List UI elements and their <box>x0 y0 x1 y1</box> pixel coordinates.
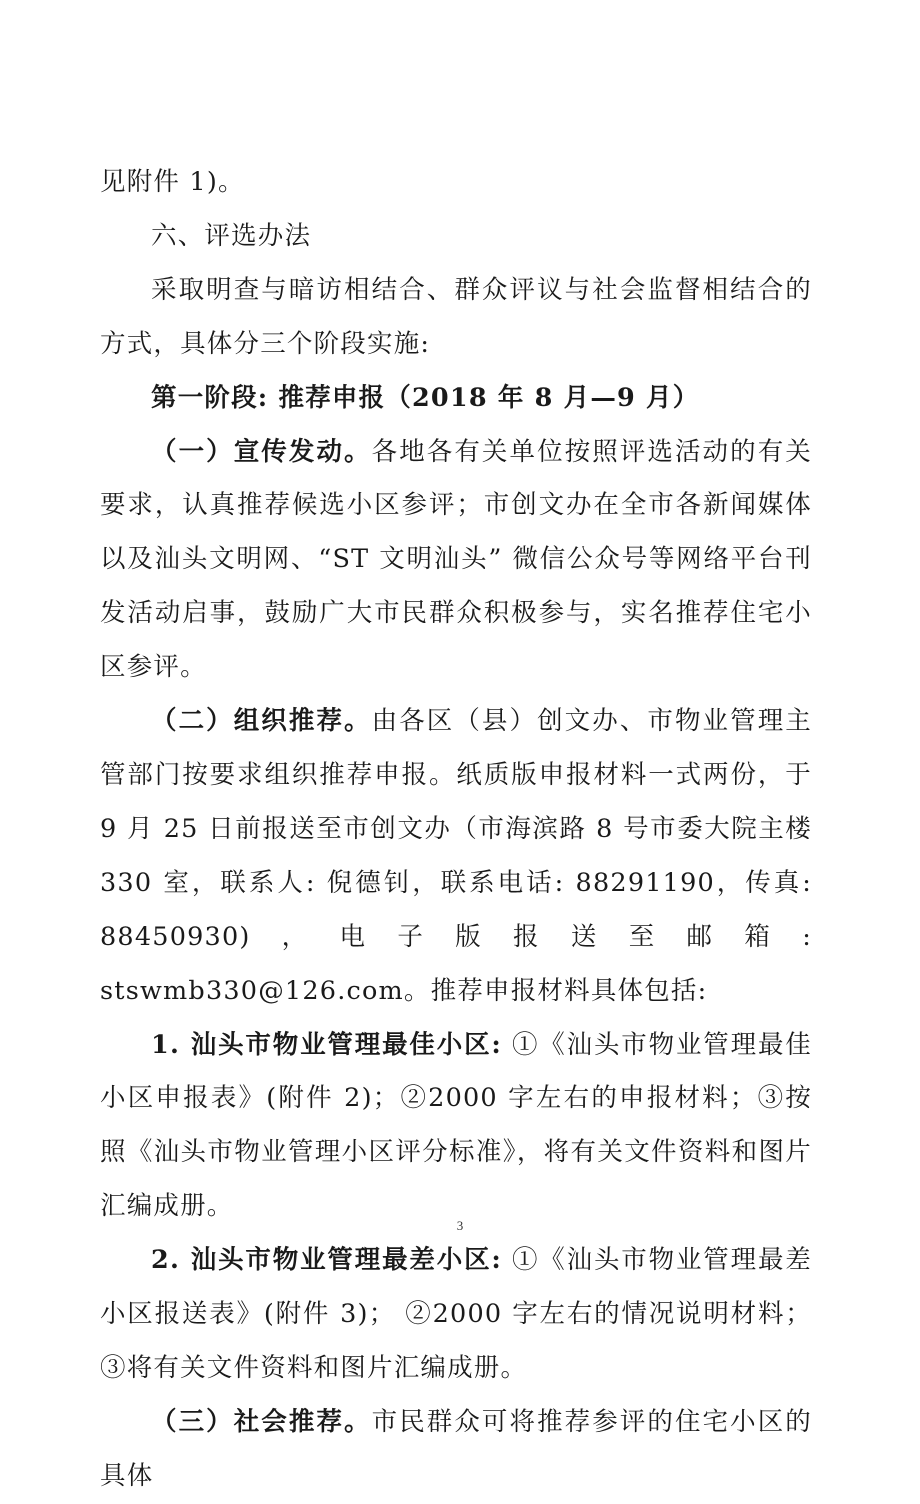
subheading-worst-community: 2. 汕头市物业管理最差小区: <box>151 1245 503 1276</box>
subheading-publicity: （一）宣传发动。 <box>151 436 372 467</box>
subheading-public-recommendation: （三）社会推荐。 <box>151 1406 372 1437</box>
paragraph-worst-community <box>100 1234 812 1396</box>
paragraph-public-recommendation <box>100 1396 812 1504</box>
public-recommendation-text: 市民群众可将推荐参评的住宅小区的具体 <box>100 1406 812 1491</box>
worst-community-text: ①《汕头市物业管理最差小区报送表》(附件 3)； ②2000 字左右的情况说明材料；③将有关文件资料和图片汇编成册。 <box>100 1245 812 1383</box>
paragraph-attachment-note: 见附件 1)。 <box>100 167 245 197</box>
paragraph-method-intro: 采取明查与暗访相结合、群众评议与社会监督相结合的方式，具体分三个阶段实施: <box>100 274 812 359</box>
section-heading-selection-method: 六、评选办法 <box>151 220 312 251</box>
organized-recommendation-text: 由各区（县）创文办、市物业管理主管部门按要求组织推荐申报。纸质版申报材料一式两份，于 9 月 25 日前报送至市创文办（市海滨路 8 号市委大院主楼 330 室，联系人: 倪德钊，联系电话: 88291190，传真: 88450930)，电子版报送至邮箱: stswmb330@126.com。推荐申报材料具体包括: <box>100 706 812 1006</box>
subheading-best-community: 1. 汕头市物业管理最佳小区: <box>151 1029 503 1060</box>
paragraph-publicity <box>100 426 812 696</box>
body-text <box>100 156 812 1504</box>
best-community-text: ①《汕头市物业管理最佳小区申报表》(附件 2)；②2000 字左右的申报材料；③按照《汕头市物业管理小区评分标准》，将有关文件资料和图片汇编成册。 <box>100 1029 812 1222</box>
page-number: 3 <box>456 1218 464 1233</box>
stage-one-heading: 第一阶段: 推荐申报（2018 年 8 月—9 月） <box>151 382 700 413</box>
paragraph-organized-recommendation <box>100 695 812 1018</box>
subheading-organized-recommendation: （二）组织推荐。 <box>151 706 372 737</box>
publicity-text: 各地各有关单位按照评选活动的有关要求，认真推荐候选小区参评；市创文办在全市各新闻媒体以及汕头文明网、“ST 文明汕头” 微信公众号等网络平台刊发活动启事，鼓励广大市民群众积极参与，实名推荐住宅小区参评。 <box>100 436 812 683</box>
paragraph-best-community <box>100 1019 812 1235</box>
